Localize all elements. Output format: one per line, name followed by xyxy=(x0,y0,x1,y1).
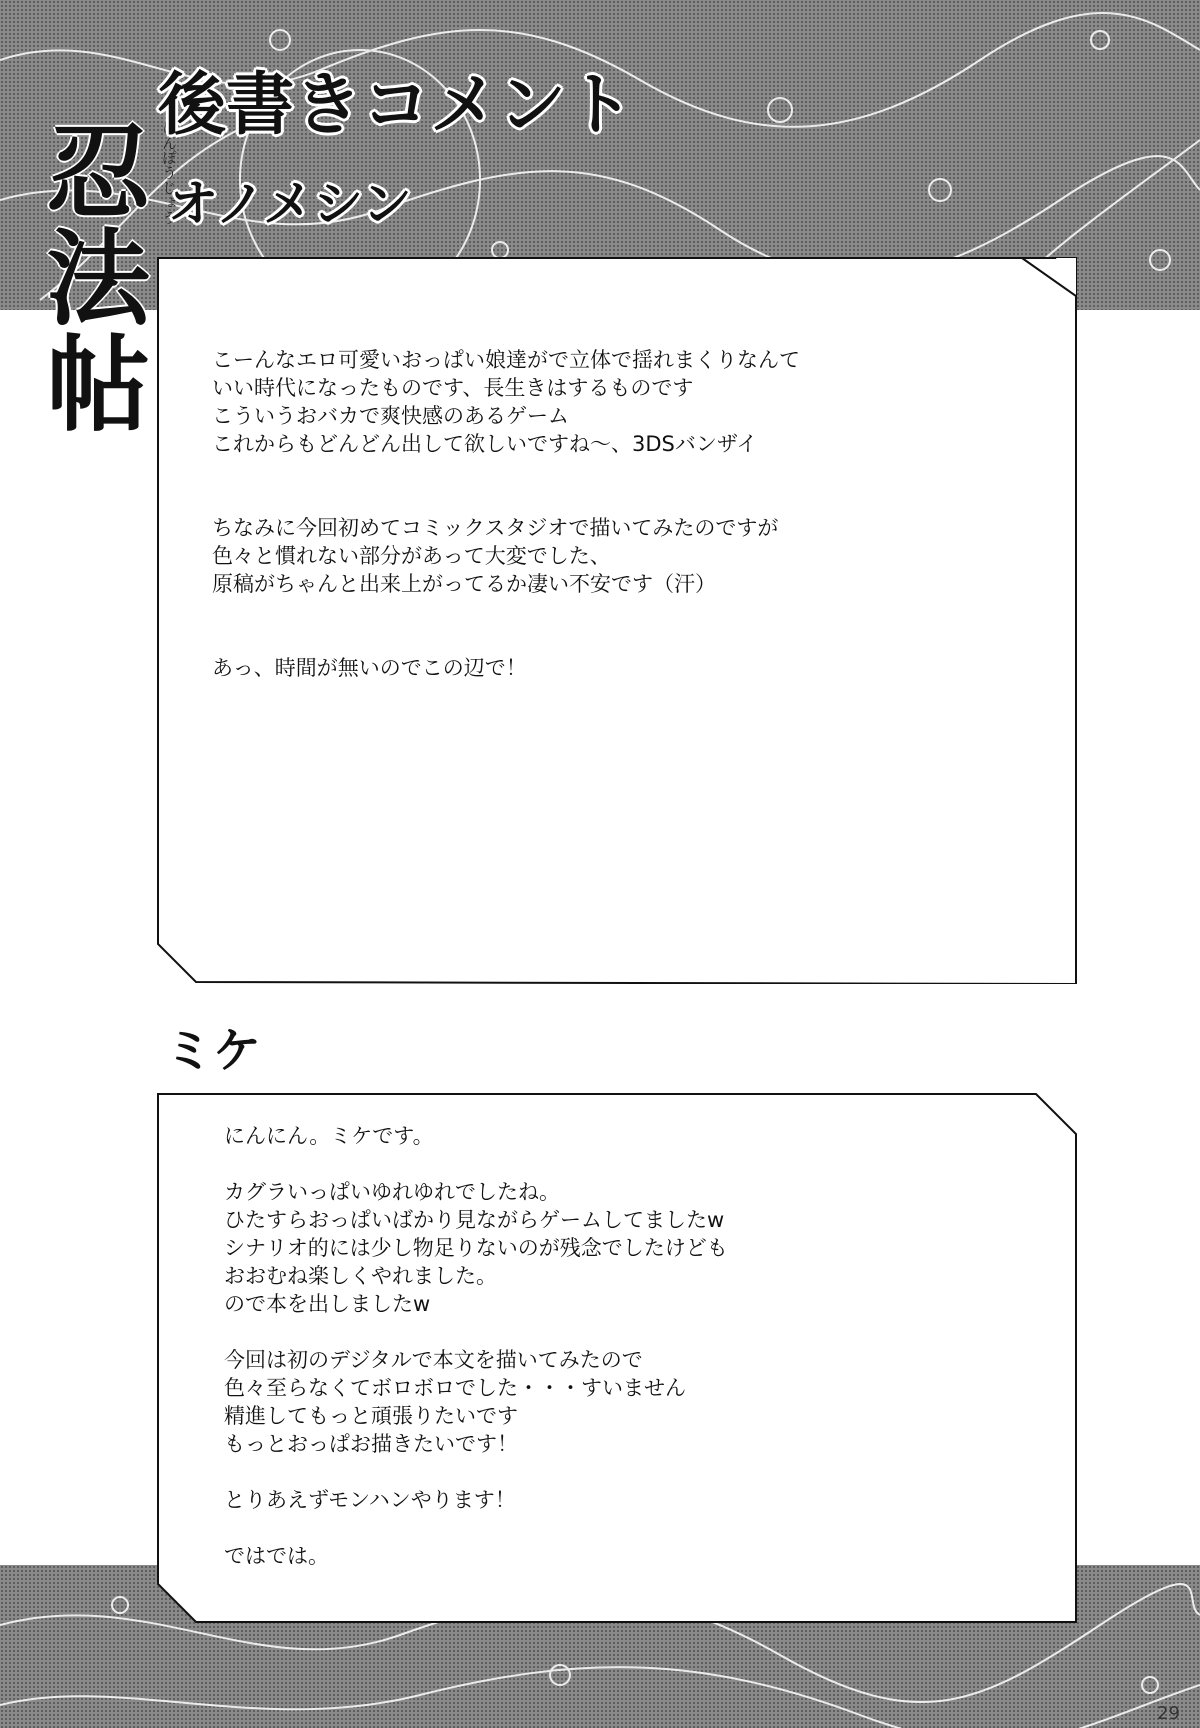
text-line: 精進してもっと頑張りたいです xyxy=(224,1404,518,1428)
logo-vertical-title xyxy=(38,111,158,446)
comment-text-2 xyxy=(224,1122,728,1570)
text-line: ではでは。 xyxy=(224,1544,329,1568)
text-line: ので本を出しましたw xyxy=(224,1292,431,1316)
author-name-1: オノメシン xyxy=(168,175,412,233)
text-line: 色々と慣れない部分があって大変でした、 xyxy=(212,544,611,568)
comment-box-2 xyxy=(156,1092,1078,1624)
text-line: にんにん。ミケです。 xyxy=(224,1124,434,1148)
page-number: 29 xyxy=(1157,1703,1180,1724)
logo-ruby: にんぽうじょう xyxy=(160,120,178,225)
logo-char: 帖 xyxy=(45,323,150,446)
page-title: 後書きコメント xyxy=(158,66,635,145)
text-line: こういうおバカで爽快感のあるゲーム xyxy=(212,404,569,428)
text-line: これからもどんどん出して欲しいですね～、3DSバンザイ xyxy=(212,432,758,456)
text-line: ちなみに今回初めてコミックスタジオで描いてみたのですが xyxy=(212,516,779,540)
text-line: 原稿がちゃんと出来上がってるか凄い不安です（汗） xyxy=(212,572,716,596)
text-line: あっ、時間が無いのでこの辺で！ xyxy=(212,656,527,680)
logo-char: 法 xyxy=(45,217,150,340)
author-name-2: ミケ xyxy=(165,1023,262,1079)
text-line: こーんなエロ可愛いおっぱい娘達がで立体で揺れまくりなんて xyxy=(212,348,800,372)
text-line: いい時代になったものです、長生きはするものです xyxy=(212,376,694,400)
comment-text-1 xyxy=(212,346,800,682)
text-line: おおむね楽しくやれました。 xyxy=(224,1264,497,1288)
text-line: 色々至らなくてボロボロでした・・・すいません xyxy=(224,1376,686,1400)
logo-char: 忍 xyxy=(45,111,150,234)
text-line: 今回は初のデジタルで本文を描いてみたので xyxy=(224,1348,643,1372)
text-line: とりあえずモンハンやります！ xyxy=(224,1488,516,1512)
text-line: ひたすらおっぱいばかり見ながらゲームしてましたw xyxy=(224,1208,725,1232)
comment-box-1 xyxy=(156,256,1078,984)
text-line: カグラいっぱいゆれゆれでしたね。 xyxy=(224,1180,560,1204)
text-line: シナリオ的には少し物足りないのが残念でしたけども xyxy=(224,1236,728,1260)
text-line: もっとおっぱお描きたいです！ xyxy=(224,1432,518,1456)
